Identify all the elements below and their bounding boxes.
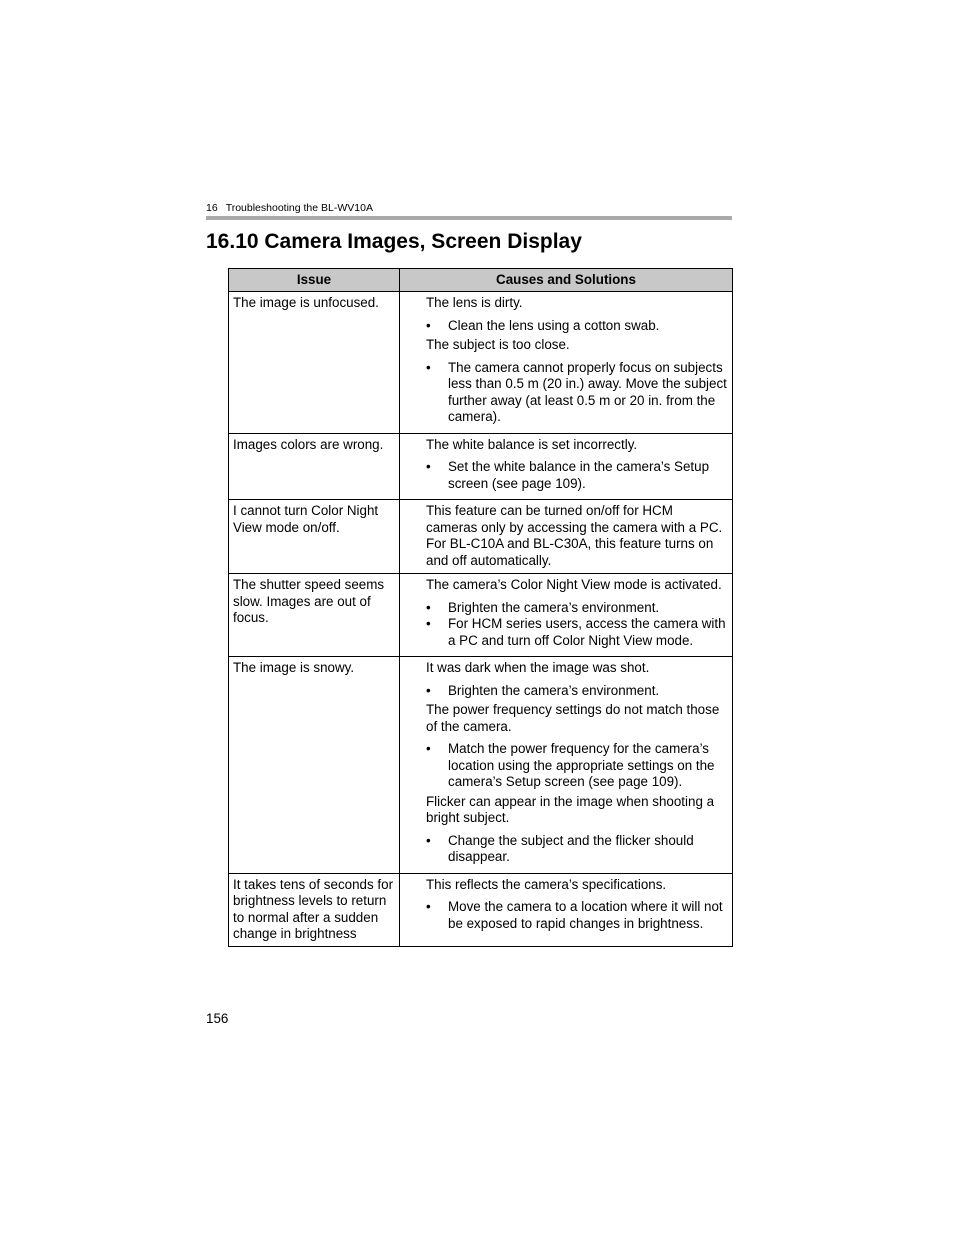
table-body xyxy=(229,292,733,947)
solution-item: • Set the white balance in the camera’s Setup screen (see page 109). xyxy=(426,459,727,492)
solution-list xyxy=(426,318,727,335)
troubleshooting-table xyxy=(228,268,733,947)
causes-solutions-cell xyxy=(400,500,733,574)
cause-text: The lens is dirty. xyxy=(426,295,523,310)
table-row xyxy=(229,500,733,574)
issue-cell: The image is unfocused. xyxy=(229,292,400,434)
causes-solutions-cell xyxy=(400,433,733,500)
solution-item: • Brighten the camera’s environment. xyxy=(426,600,727,617)
causes-solutions-cell xyxy=(400,657,733,874)
solution-item: • Clean the lens using a cotton swab. xyxy=(426,318,727,335)
cause-text: The camera’s Color Night View mode is activated. xyxy=(426,577,722,592)
solution-list xyxy=(426,741,727,791)
cause-text: It was dark when the image was shot. xyxy=(426,660,650,675)
cause-text: The power frequency settings do not match those of the camera. xyxy=(426,702,720,734)
issue-cell: Images colors are wrong. xyxy=(229,433,400,500)
solution-item: • Match the power frequency for the camera’s location using the appropriate settings on the camera’s Setup screen (see page 109). xyxy=(426,741,727,791)
solution-item: • For HCM series users, access the camera with a PC and turn off Color Night View mode. xyxy=(426,616,727,649)
chapter-number: 16 xyxy=(206,202,218,214)
cause-block xyxy=(426,503,727,569)
table-row xyxy=(229,574,733,657)
solution-list xyxy=(426,459,727,492)
causes-solutions-cell xyxy=(400,292,733,434)
solution-list xyxy=(426,899,727,932)
solution-item: • Brighten the camera’s environment. xyxy=(426,683,727,700)
cause-block xyxy=(426,660,727,699)
causes-solutions-cell xyxy=(400,873,733,946)
solution-list xyxy=(426,600,727,650)
cause-text: Flicker can appear in the image when shooting a bright subject. xyxy=(426,793,715,825)
solution-item: • Move the camera to a location where it will not be exposed to rapid changes in brightness. xyxy=(426,899,727,932)
cause-block xyxy=(426,337,727,426)
chapter-title: Troubleshooting the BL-WV10A xyxy=(225,202,373,214)
solution-list xyxy=(426,683,727,700)
solution-list xyxy=(426,360,727,426)
cause-block xyxy=(426,295,727,334)
cause-text: The white balance is set incorrectly. xyxy=(426,436,638,452)
page-number: 156 xyxy=(206,1011,229,1026)
cause-block xyxy=(426,577,727,649)
issue-cell: The shutter speed seems slow. Images are out of focus. xyxy=(229,574,400,657)
solution-list xyxy=(426,833,727,866)
cause-block xyxy=(426,794,727,866)
cause-block xyxy=(426,877,727,933)
section-title: 16.10 Camera Images, Screen Display xyxy=(206,230,582,253)
cause-text: The subject is too close. xyxy=(426,337,570,352)
header-rule xyxy=(206,216,732,220)
solution-item: • Change the subject and the flicker should disappear. xyxy=(426,833,727,866)
table-header-row xyxy=(229,269,733,292)
issue-cell: It takes tens of seconds for brightness levels to return to normal after a sudden change in brightness xyxy=(229,873,400,946)
issue-cell: I cannot turn Color Night View mode on/off. xyxy=(229,500,400,574)
column-header-causes-solutions: Causes and Solutions xyxy=(400,269,733,292)
issue-cell: The image is snowy. xyxy=(229,657,400,874)
cause-block xyxy=(426,702,727,791)
table-row xyxy=(229,433,733,500)
table-row xyxy=(229,292,733,434)
running-header xyxy=(206,202,373,214)
table-row xyxy=(229,657,733,874)
solution-item: • The camera cannot properly focus on subjects less than 0.5 m (20 in.) away. Move the subject further away (at least 0.5 m or 20 in. from the camera). xyxy=(426,360,727,426)
cause-text: This reflects the camera’s specifications. xyxy=(426,876,667,892)
column-header-issue: Issue xyxy=(229,269,400,292)
table-row xyxy=(229,873,733,946)
cause-text: This feature can be turned on/off for HCM cameras only by accessing the camera with a PC. For BL-C10A and BL-C30A, this feature turns on and off automatically. xyxy=(426,503,723,568)
cause-block xyxy=(426,437,727,493)
causes-solutions-cell xyxy=(400,574,733,657)
